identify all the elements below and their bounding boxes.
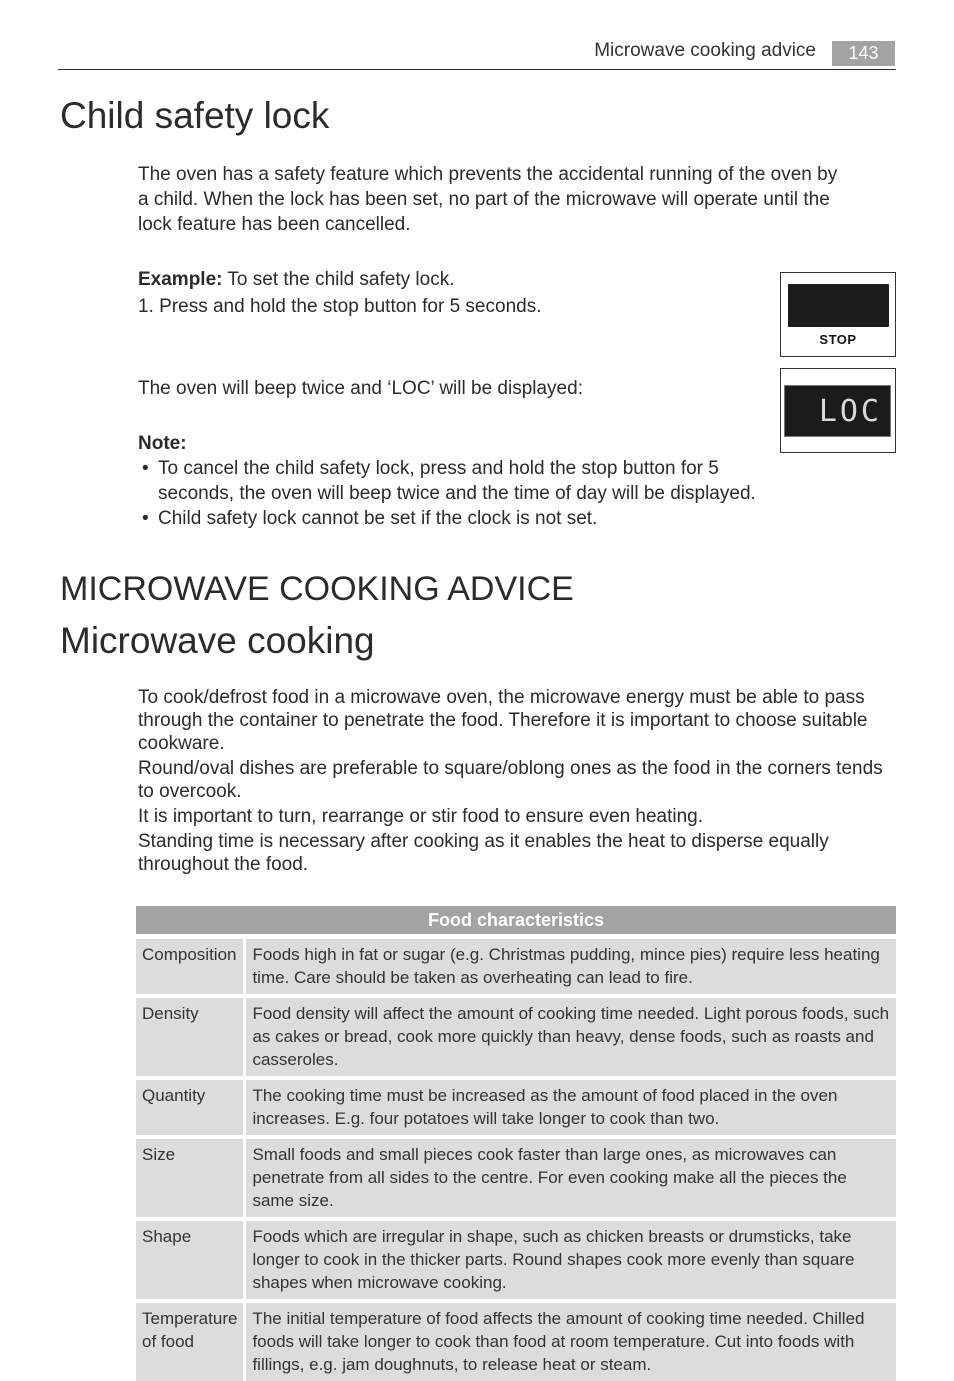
stop-button-panel [780,272,896,357]
microwave-cooking-heading: Microwave cooking [60,620,375,661]
advice-paragraph: Round/oval dishes are preferable to square/oblong ones as the food in the corners tends to overcook. [138,758,883,802]
table-header: Food characteristics [136,906,896,937]
advice-section-heading: MICROWAVE COOKING ADVICE [60,570,574,608]
advice-paragraph: To cook/defrost food in a microwave oven, the microwave energy must be able to pass through the container to penetrate the food. Therefore it is important to choose suitable cookware. [138,687,868,754]
table-row [136,1137,896,1219]
page-number: 143 [832,41,895,66]
header-section-title: Microwave cooking advice [594,40,816,61]
example-line [138,267,738,292]
note-item: • To cancel the child safety lock, press and hold the stop button for 5 seconds, the oven will beep twice and the time of day will be displayed. [140,456,800,506]
food-characteristics-table [136,906,896,1381]
child-lock-heading: Child safety lock [60,95,330,136]
row-term: Quantity [136,1078,245,1137]
loc-display-panel [780,368,896,453]
note-item: • Child safety lock cannot be set if the clock is not set. [140,506,800,531]
row-term: Shape [136,1219,245,1301]
stop-label: STOP [819,332,857,347]
advice-paragraph: It is important to turn, rearrange or stir food to ensure even heating. [138,806,704,827]
table-row [136,996,896,1078]
display-screen [788,284,889,327]
display-screen [784,385,891,437]
row-text: Foods high in fat or sugar (e.g. Christmas pudding, mince pies) require less heating time. Care should be taken as overheating can lead to fire. [245,937,896,997]
row-text: Food density will affect the amount of cooking time needed. Light porous foods, such as cakes or bread, cook more quickly than heavy, dense foods, such as roasts and casseroles. [245,996,896,1078]
beep-text: The oven will beep twice and ‘LOC’ will be displayed: [138,378,583,399]
row-text: Foods which are irregular in shape, such as chicken breasts or drumsticks, take longer to cook in the thicker parts. Round shapes cook more evenly than square shapes when microwave cooking. [245,1219,896,1301]
table-row [136,1219,896,1301]
row-text: Small foods and small pieces cook faster than large ones, as microwaves can penetrate from all sides to the centre. For even cooking make all the pieces the same size. [245,1137,896,1219]
note-list [140,456,800,531]
row-term: Temperature of food [136,1301,245,1381]
note-label: Note: [138,433,187,454]
microwave-cooking-text [138,686,890,878]
loc-display-text: LOC [818,394,882,429]
header-rule [58,69,896,70]
table-row [136,1078,896,1137]
child-lock-intro: The oven has a safety feature which prevents the accidental running of the oven by a child. When the lock has been set, no part of the microwave will operate until the lock feature has been cancelled. [138,164,838,235]
table-row [136,1301,896,1381]
table-row [136,937,896,997]
row-term: Size [136,1137,245,1219]
row-term: Density [136,996,245,1078]
example-text: To set the child safety lock. [222,269,455,290]
row-term: Composition [136,937,245,997]
advice-paragraph: Standing time is necessary after cooking as it enables the heat to disperse equally throughout the food. [138,831,829,875]
step-1: 1. Press and hold the stop button for 5 seconds. [138,296,542,317]
example-label: Example: [138,269,223,290]
row-text: The initial temperature of food affects the amount of cooking time needed. Chilled foods will take longer to cook than food at room temperature. Cut into foods with fillings, e.g. jam doughnuts, to release heat or steam. [245,1301,896,1381]
row-text: The cooking time must be increased as the amount of food placed in the oven increases. E.g. four potatoes will take longer to cook than two. [245,1078,896,1137]
